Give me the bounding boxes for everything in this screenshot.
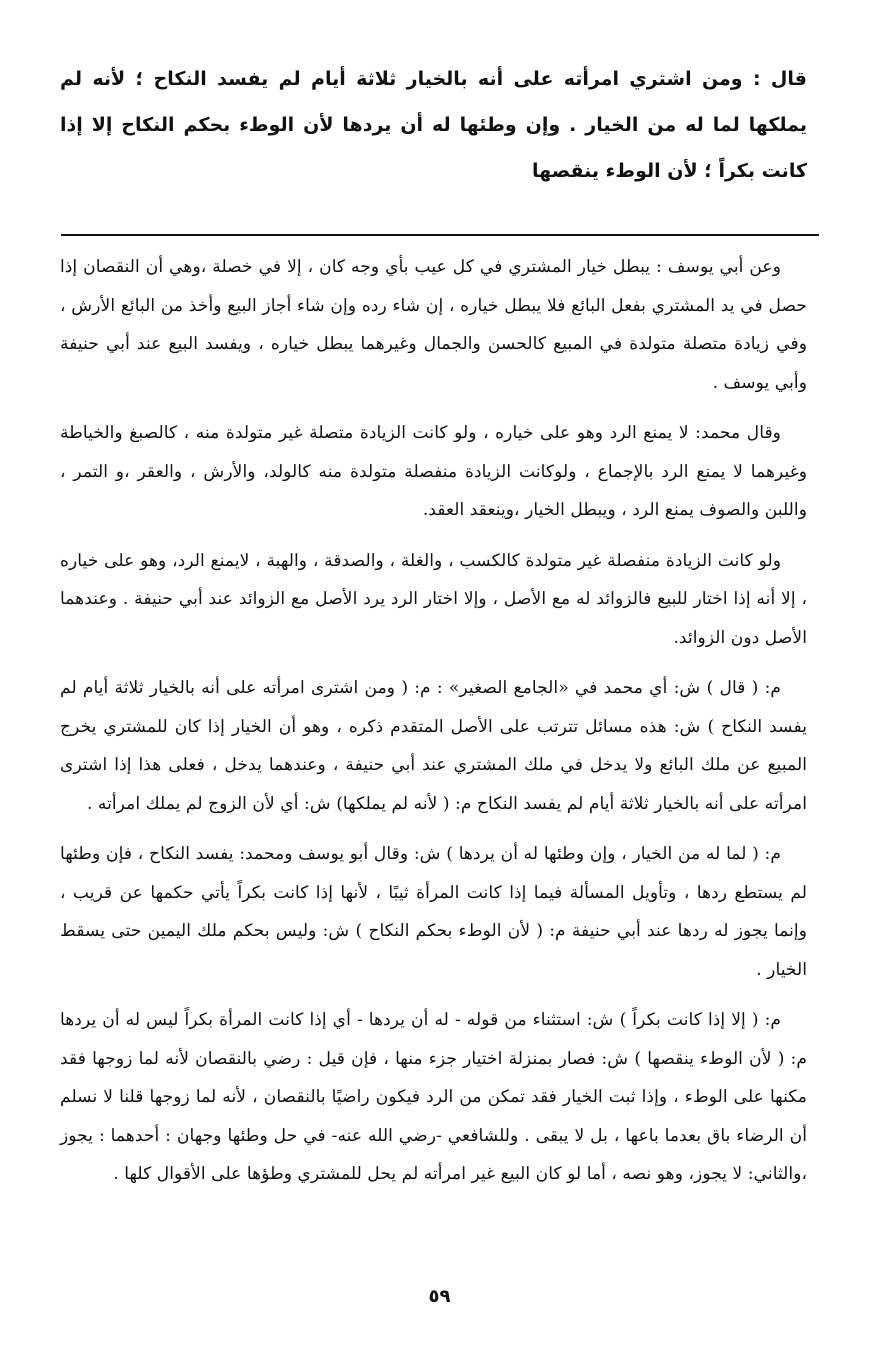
matn-text: قال : ومن اشتري امرأته على أنه بالخيار ثلاثة أيام لم يفسد النكاح ؛ لأنه لم يملكها لما له من الخيار . وإن وطئها له أن يردها لأن الوطء بحكم النكاح إلا إذا كانت بكراً ؛ لأن الوطء ينقصها — [60, 68, 807, 182]
commentary-paragraph: م: ( لما له من الخيار ، وإن وطئها له أن يردها ) ش: وقال أبو يوسف ومحمد: يفسد النكاح ، فإن وطئها لم يستطع ردها ، وتأويل المسألة فيما إذا كانت المرأة ثيبًا ، لأنها إذا كانت بكراً يأتي حكمها عن قريب ، وإنما يجوز له ردها عند أبي حنيفة م: ( لأن الوطء بحكم النكاح ) ش: وليس بحكم ملك اليمين حتى يسقط الخيار . — [60, 844, 807, 980]
commentary-paragraph: م: ( قال ) ش: أي محمد في «الجامع الصغير» : م: ( ومن اشترى امرأته على أنه بالخيار ثلاثة أيام لم يفسد النكاح ) ش: هذه مسائل تترتب على الأصل المتقدم ذكره ، وهو أن الخيار إذا كان للمشتري يخرج المبيع عن ملك البائع ولا يدخل في ملك المشتري عند أبي حنيفة ، وعندهما يدخل ، فعلى هذا إذا اشترى امرأته على أنه بالخيار ثلاثة أيام لم يفسد النكاح م: ( لأنه لم يملكها) ش: أي لأن الزوج لم يملك امرأته . — [60, 678, 807, 814]
commentary-paragraph: وعن أبي يوسف : يبطل خيار المشتري في كل عيب بأي وجه كان ، إلا في خصلة ،وهي أن النقصان إذا حصل في يد المشتري بفعل البائع فلا يبطل خياره ، إن شاء رده وإن شاء أجاز البيع وأخذ من البائع الأرش ، وفي زيادة متصلة متولدة في المبيع كالحسن والجمال وغيرهما يبطل خياره ، ويفسد البيع عند أبي حنيفة وأبي يوسف . — [60, 257, 807, 393]
commentary-paragraph: وقال محمد: لا يمنع الرد وهو على خياره ، ولو كانت الزيادة متصلة غير متولدة منه ، كالصبغ والخياطة وغيرهما لا يمنع الرد بالإجماع ، ولوكانت الزيادة منفصلة متولدة منه كالولد، والأرش ، والعقر ،و التمر ، واللبن والصوف يمنع الرد ، ويبطل الخيار ،وينعقد العقد. — [60, 423, 807, 520]
page-number: ٥٩ — [428, 1286, 451, 1307]
commentary-paragraph: م: ( إلا إذا كانت بكراً ) ش: استثناء من قوله - له أن يردها - أي إذا كانت المرأة بكراً ليس له أن يردها م: ( لأن الوطء ينقصها ) ش: فصار بمنزلة اختيار جزء منها ، فإن قيل : رضي بالنقصان لأنه لما زوجها فقد مكنها على الوطء ، وإذا ثبت الخيار فقد تمكن من الرد فيكون راضيًا بالنقصان ، لأنه لما زوجها قلنا لا نسلم أن الرضاء باق بعدما باعها ، بل لا يبقى . وللشافعي -رضي الله عنه- في حل وطئها وجهان : أحدهما : يجوز ،والثاني: لا يجوز، وهو نصه ، أما لو كان البيع غير امرأته لم يحل للمشتري وطؤها على الأقوال كلها . — [60, 1010, 807, 1184]
commentary-paragraph: ولو كانت الزيادة منفصلة غير متولدة كالكسب ، والغلة ، والصدقة ، والهبة ، لايمنع الرد، وهو على خياره ، إلا أنه إذا اختار للبيع فالزوائد له مع الأصل ، وإلا اختار الرد يرد الأصل مع الزوائد عند أبي حنيفة . وعندهما الأصل دون الزوائد. — [60, 550, 807, 648]
separator-rule — [61, 234, 819, 236]
commentary-section — [60, 248, 807, 1194]
